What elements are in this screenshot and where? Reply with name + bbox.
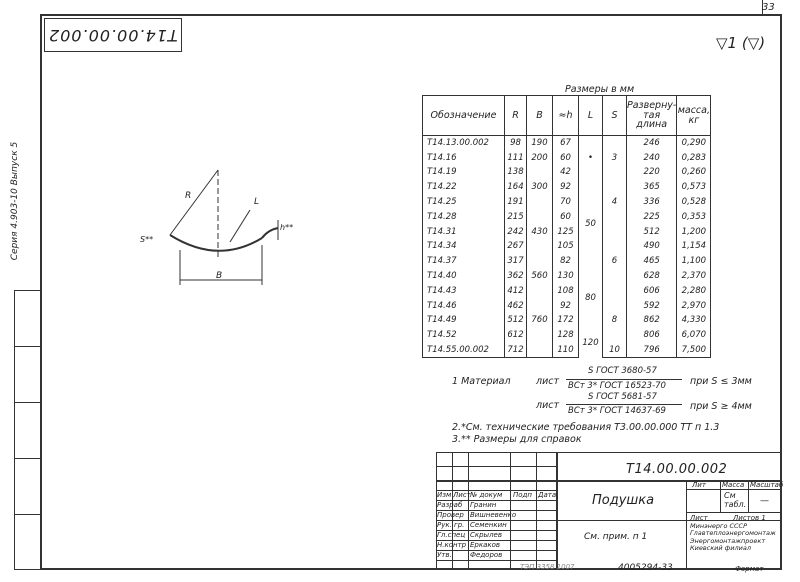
- faint-stamp: ТЭП 3358 1007: [520, 563, 575, 571]
- table-row: Т14.43 412 108 606 2,280: [423, 283, 711, 298]
- frac2-bottom: ВСт 3* ГОСТ 14637-69: [568, 406, 666, 416]
- tb-person: Федоров: [470, 551, 503, 559]
- tb-hline: [686, 489, 782, 490]
- pad-lip: [262, 228, 278, 238]
- frac2-condition: при S ≥ 4мм: [690, 401, 752, 412]
- label-width: B: [216, 271, 223, 281]
- frac1-bottom: ВСт 3* ГОСТ 16523-70: [568, 381, 666, 391]
- tb-vline: [536, 452, 537, 570]
- tb-person: Скрылев: [470, 531, 502, 539]
- surface-roughness-mark: ▽1 (▽): [716, 34, 766, 52]
- designation-rotated: Т14.00.00.002: [48, 25, 178, 45]
- col-mass: масса, кг: [677, 96, 711, 136]
- label-thickness: S**: [140, 235, 154, 244]
- format-label: Формат: [735, 565, 764, 573]
- material-reference: См. прим. п 1: [584, 532, 648, 542]
- tb-person: Семенкин: [470, 521, 507, 529]
- tb-mass-label: Масса: [722, 481, 745, 489]
- frac1-condition: при S ≤ 3мм: [690, 376, 752, 387]
- col-s: S: [603, 96, 627, 136]
- tb-hline: [436, 560, 556, 561]
- sizes-table: [422, 95, 711, 358]
- tb-lit-label: Лит: [692, 481, 706, 489]
- tb-sheet: Лист: [690, 514, 708, 522]
- tb-col-sign: Подп: [513, 491, 532, 499]
- tb-person: Еркаков: [470, 541, 501, 549]
- table-row: Т14.52 612 128 120 806 6,070: [423, 328, 711, 343]
- sizes-caption: Размеры в мм: [565, 84, 635, 95]
- tb-hline: [686, 512, 782, 513]
- table-row: Т14.34 267 105 490 1,154: [423, 239, 711, 254]
- table-row: Т14.19 138 42 220 0,260: [423, 165, 711, 180]
- table-row: Т14.28 215 60 225 0,353: [423, 209, 711, 224]
- label-length: L: [254, 197, 260, 207]
- table-row: Т14.37 317 82 465 1,100: [423, 254, 711, 269]
- label-radius: R: [185, 191, 192, 201]
- pad-drawing: [130, 150, 310, 300]
- tb-vline: [468, 452, 469, 570]
- col-l: L: [579, 96, 603, 136]
- radius-line: [170, 170, 218, 235]
- tb-role: Н.контр: [437, 541, 467, 549]
- designation-box: [44, 18, 182, 52]
- bottom-code: 4005294-33: [618, 563, 673, 573]
- sheet-number: 33: [762, 2, 775, 13]
- tb-role: Провер: [437, 511, 464, 519]
- tb-role: Гл.спец: [437, 531, 466, 539]
- tb-col-list: Лист: [453, 491, 471, 499]
- tb-mass-value: См табл.: [724, 491, 747, 509]
- pad-arc: [170, 235, 262, 251]
- title-block-code: Т14.00.00.002: [626, 462, 728, 477]
- tb-person: Вишневенко: [470, 511, 517, 519]
- frac1-line: [566, 379, 682, 380]
- note-1-sheet-1: лист: [536, 376, 560, 387]
- col-length: Разверну-тая длина: [627, 96, 677, 136]
- table-row: Т14.25 191 70 336 0,528: [423, 195, 711, 210]
- table-row: Т14.31 242 430 125 6 512 1,200: [423, 224, 711, 239]
- col-h: ≈h: [553, 96, 579, 136]
- frac2-line: [566, 404, 682, 405]
- tb-organization: Минэнерго СССР Главтеплоэнергомонтаж Энергомонтажпроект Киевский филиал: [690, 522, 776, 553]
- table-row: Т14.22 164 300 92 50 4 365 0,573: [423, 180, 711, 195]
- tb-col-doc: № докум: [470, 491, 503, 499]
- leader-L: [230, 210, 250, 242]
- table-row: Т14.13.00.002 98 190 67 • 3 246 0,290: [423, 136, 711, 151]
- table-row: Т14.46 462 92 8 592 2,970: [423, 298, 711, 313]
- note-1-sheet-2: лист: [536, 400, 560, 411]
- tb-hline: [436, 466, 556, 467]
- frac1-top: S ГОСТ 3680-57: [588, 366, 657, 376]
- tb-vline: [686, 480, 687, 570]
- note-2: 2.*См. технические требования Т3.00.00.000 ТТ п 1.3: [452, 422, 720, 433]
- frac2-top: S ГОСТ 5681-57: [588, 392, 657, 402]
- label-height: h**: [280, 223, 294, 232]
- note-3: 3.** Размеры для справок: [452, 434, 582, 445]
- table-row: Т14.16 111 200 60 240 0,283: [423, 150, 711, 165]
- tb-vline: [720, 480, 721, 512]
- tb-scale-label: Масштаб: [750, 481, 784, 489]
- tb-role: Рук. гр.: [437, 521, 465, 529]
- tb-vline: [748, 480, 749, 512]
- tb-scale-value: —: [760, 496, 769, 506]
- tb-vline: [556, 452, 558, 570]
- col-r: R: [505, 96, 527, 136]
- col-b: B: [527, 96, 553, 136]
- note-1-label: 1 Материал: [452, 376, 511, 387]
- table-row: Т14.49 512 760 172 862 4,330: [423, 313, 711, 328]
- tb-sheets: Листов 1: [733, 514, 766, 522]
- part-name: Подушка: [592, 493, 655, 508]
- series-label: Серия 4.903-10 Выпуск 5: [10, 141, 21, 261]
- tb-role: Утв.: [437, 551, 452, 559]
- col-designation: Обозначение: [423, 96, 505, 136]
- tb-role: Разраб: [437, 501, 463, 509]
- tb-col-date: Дата: [538, 491, 557, 499]
- left-margin-strip: [14, 290, 40, 570]
- tb-col-izm: Изм: [437, 491, 452, 499]
- tb-person: Гранин: [470, 501, 497, 509]
- table-row: Т14.55.00.002 712 110 10 796 7,500: [423, 343, 711, 358]
- table-row: Т14.40 362 560 130 80 628 2,370: [423, 269, 711, 284]
